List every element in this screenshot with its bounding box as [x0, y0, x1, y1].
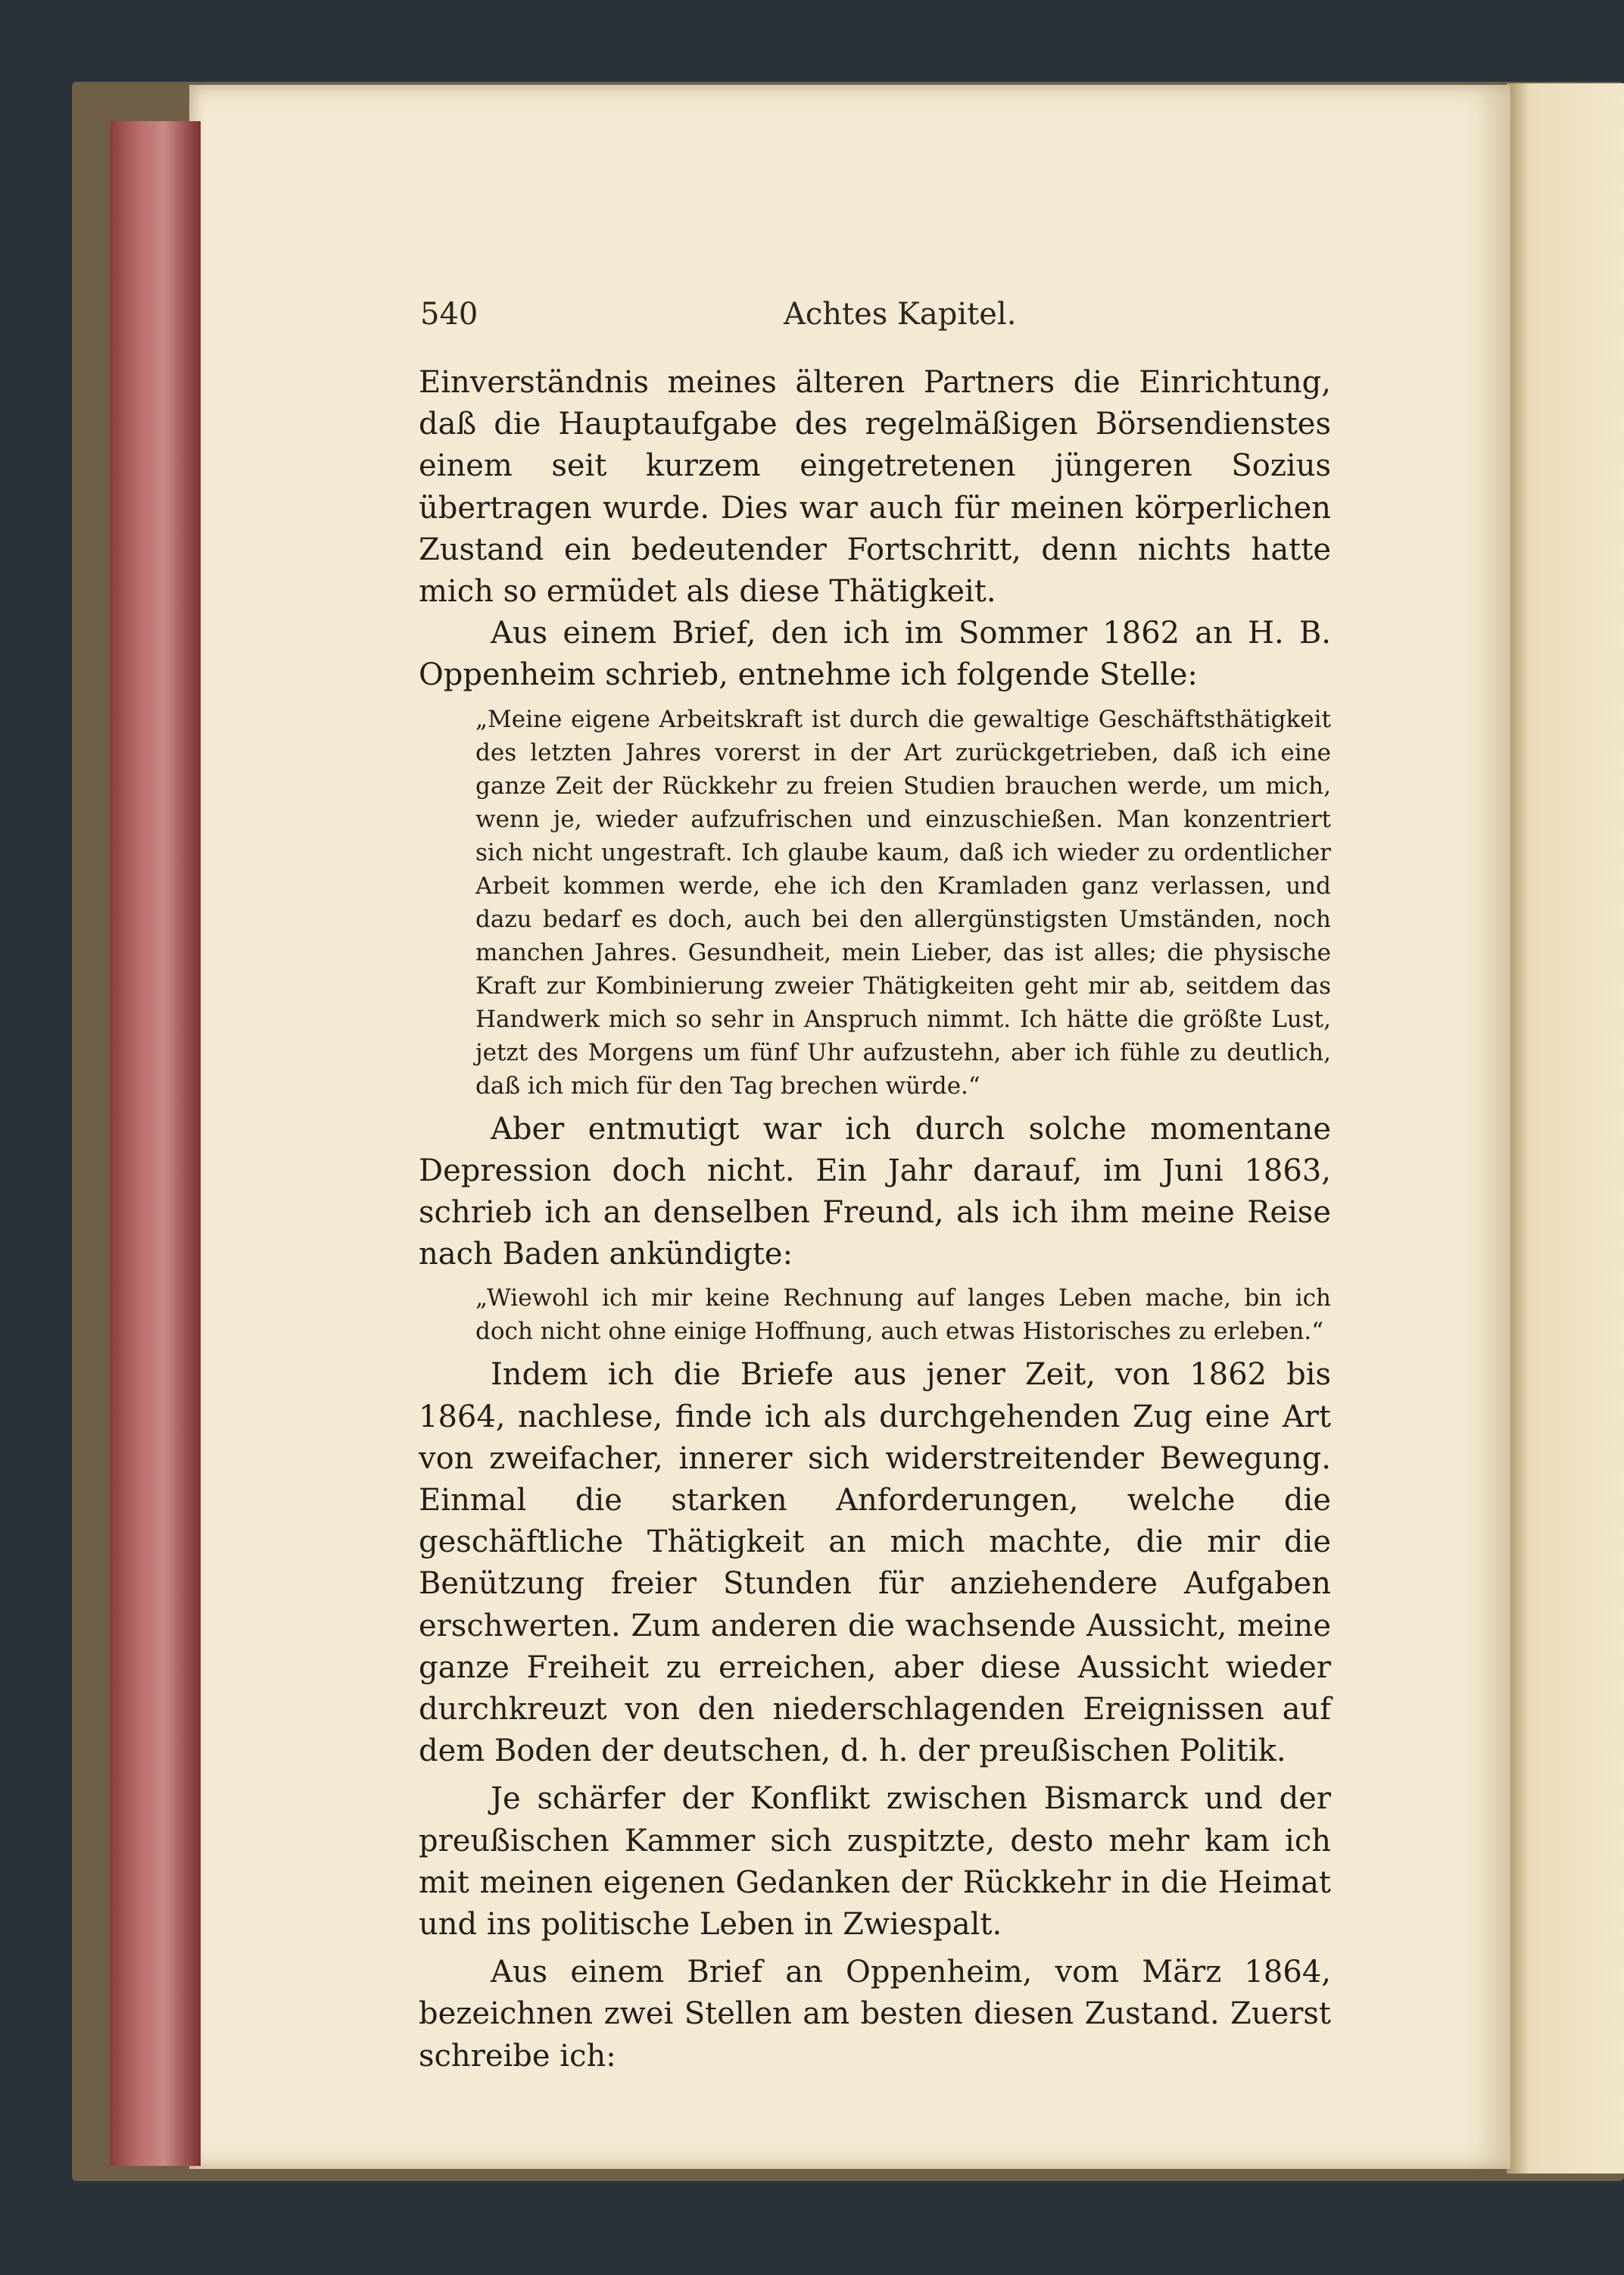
page-stack-edge: [110, 121, 201, 2166]
paragraph: Indem ich die Briefe aus jener Zeit, von 1862 bis 1864, nachlese, finde ich als durchgehenden Zug eine Art von zweifacher, innerer sich widerstreitender Bewegung. Einmal die starken Anforderungen, welche die geschäftliche Thätigkeit an mich machte, die mir die Benützung freier Stunden für anziehendere Aufgaben erschwerten. Zum anderen die wachsende Aussicht, meine ganze Freiheit zu erreichen, aber diese Aussicht wieder durchkreuzt von den niederschlagenden Ereignissen auf dem Boden der deutschen, d. h. der preußischen Politik.: [419, 1357, 1331, 1769]
facing-page-edge: [1507, 83, 1624, 2174]
paragraph: Aber entmutigt war ich durch solche momentane Depression doch nicht. Ein Jahr darauf, im Juni 1863, schrieb ich an denselben Freund, als ich ihm meine Reise nach Baden ankündigte:: [419, 1111, 1331, 1272]
paragraph: Aus einem Brief, den ich im Sommer 1862 an H. B. Oppenheim schrieb, entnehme ich folgende Stelle:: [419, 616, 1331, 693]
running-header: [420, 297, 1329, 342]
block-quote: „Wiewohl ich mir keine Rechnung auf langes Leben mache, bin ich doch nicht ohne einige Hoffnung, auch etwas Historisches zu erleben.“: [475, 1284, 1331, 1346]
body-text: [419, 362, 1331, 2077]
paragraph: Einverständnis meines älteren Partners die Einrichtung, daß die Hauptaufgabe des regelmäßigen Börsendienstes einem seit kurzem eingetretenen jüngeren Sozius übertragen wurde. Dies war auch für meinen körperlichen Zustand ein bedeutender Fortschritt, denn nichts hatte mich so ermüdet als diese Thätigkeit.: [419, 365, 1331, 610]
paragraph: Je schärfer der Konflikt zwischen Bismarck und der preußischen Kammer sich zuspitzte, desto mehr kam ich mit meinen eigenen Gedanken der Rückkehr in die Heimat und ins politische Leben in Zwiespalt.: [419, 1781, 1331, 1943]
page-number: 540: [420, 297, 478, 332]
block-quote: „Meine eigene Arbeitskraft ist durch die gewaltige Geschäftsthätigkeit des letzten Jahres vorerst in der Art zurückgetrieben, daß ich eine ganze Zeit der Rückkehr zu freien Studien brauchen werde, um mich, wenn je, wieder aufzufrischen und einzuschießen. Man konzentriert sich nicht ungestraft. Ich glaube kaum, daß ich wieder zu ordentlicher Arbeit kommen werde, ehe ich den Kramladen ganz verlassen, und dazu bedarf es doch, auch bei den allergünstigsten Umständen, noch manchen Jahres. Gesundheit, mein Lieber, das ist alles; die physische Kraft zur Kombinierung zweier Thätigkeiten geht mir ab, seitdem das Handwerk mich so sehr in Anspruch nimmt. Ich hätte die größte Lust, jetzt des Morgens um fünf Uhr aufzustehn, aber ich fühle zu deutlich, daß ich mich für den Tag brechen würde.“: [475, 705, 1331, 1100]
paragraph: Aus einem Brief an Oppenheim, vom März 1864, bezeichnen zwei Stellen am besten diesen Zustand. Zuerst schreibe ich:: [419, 1955, 1331, 2074]
chapter-title: Achtes Kapitel.: [784, 297, 1017, 332]
